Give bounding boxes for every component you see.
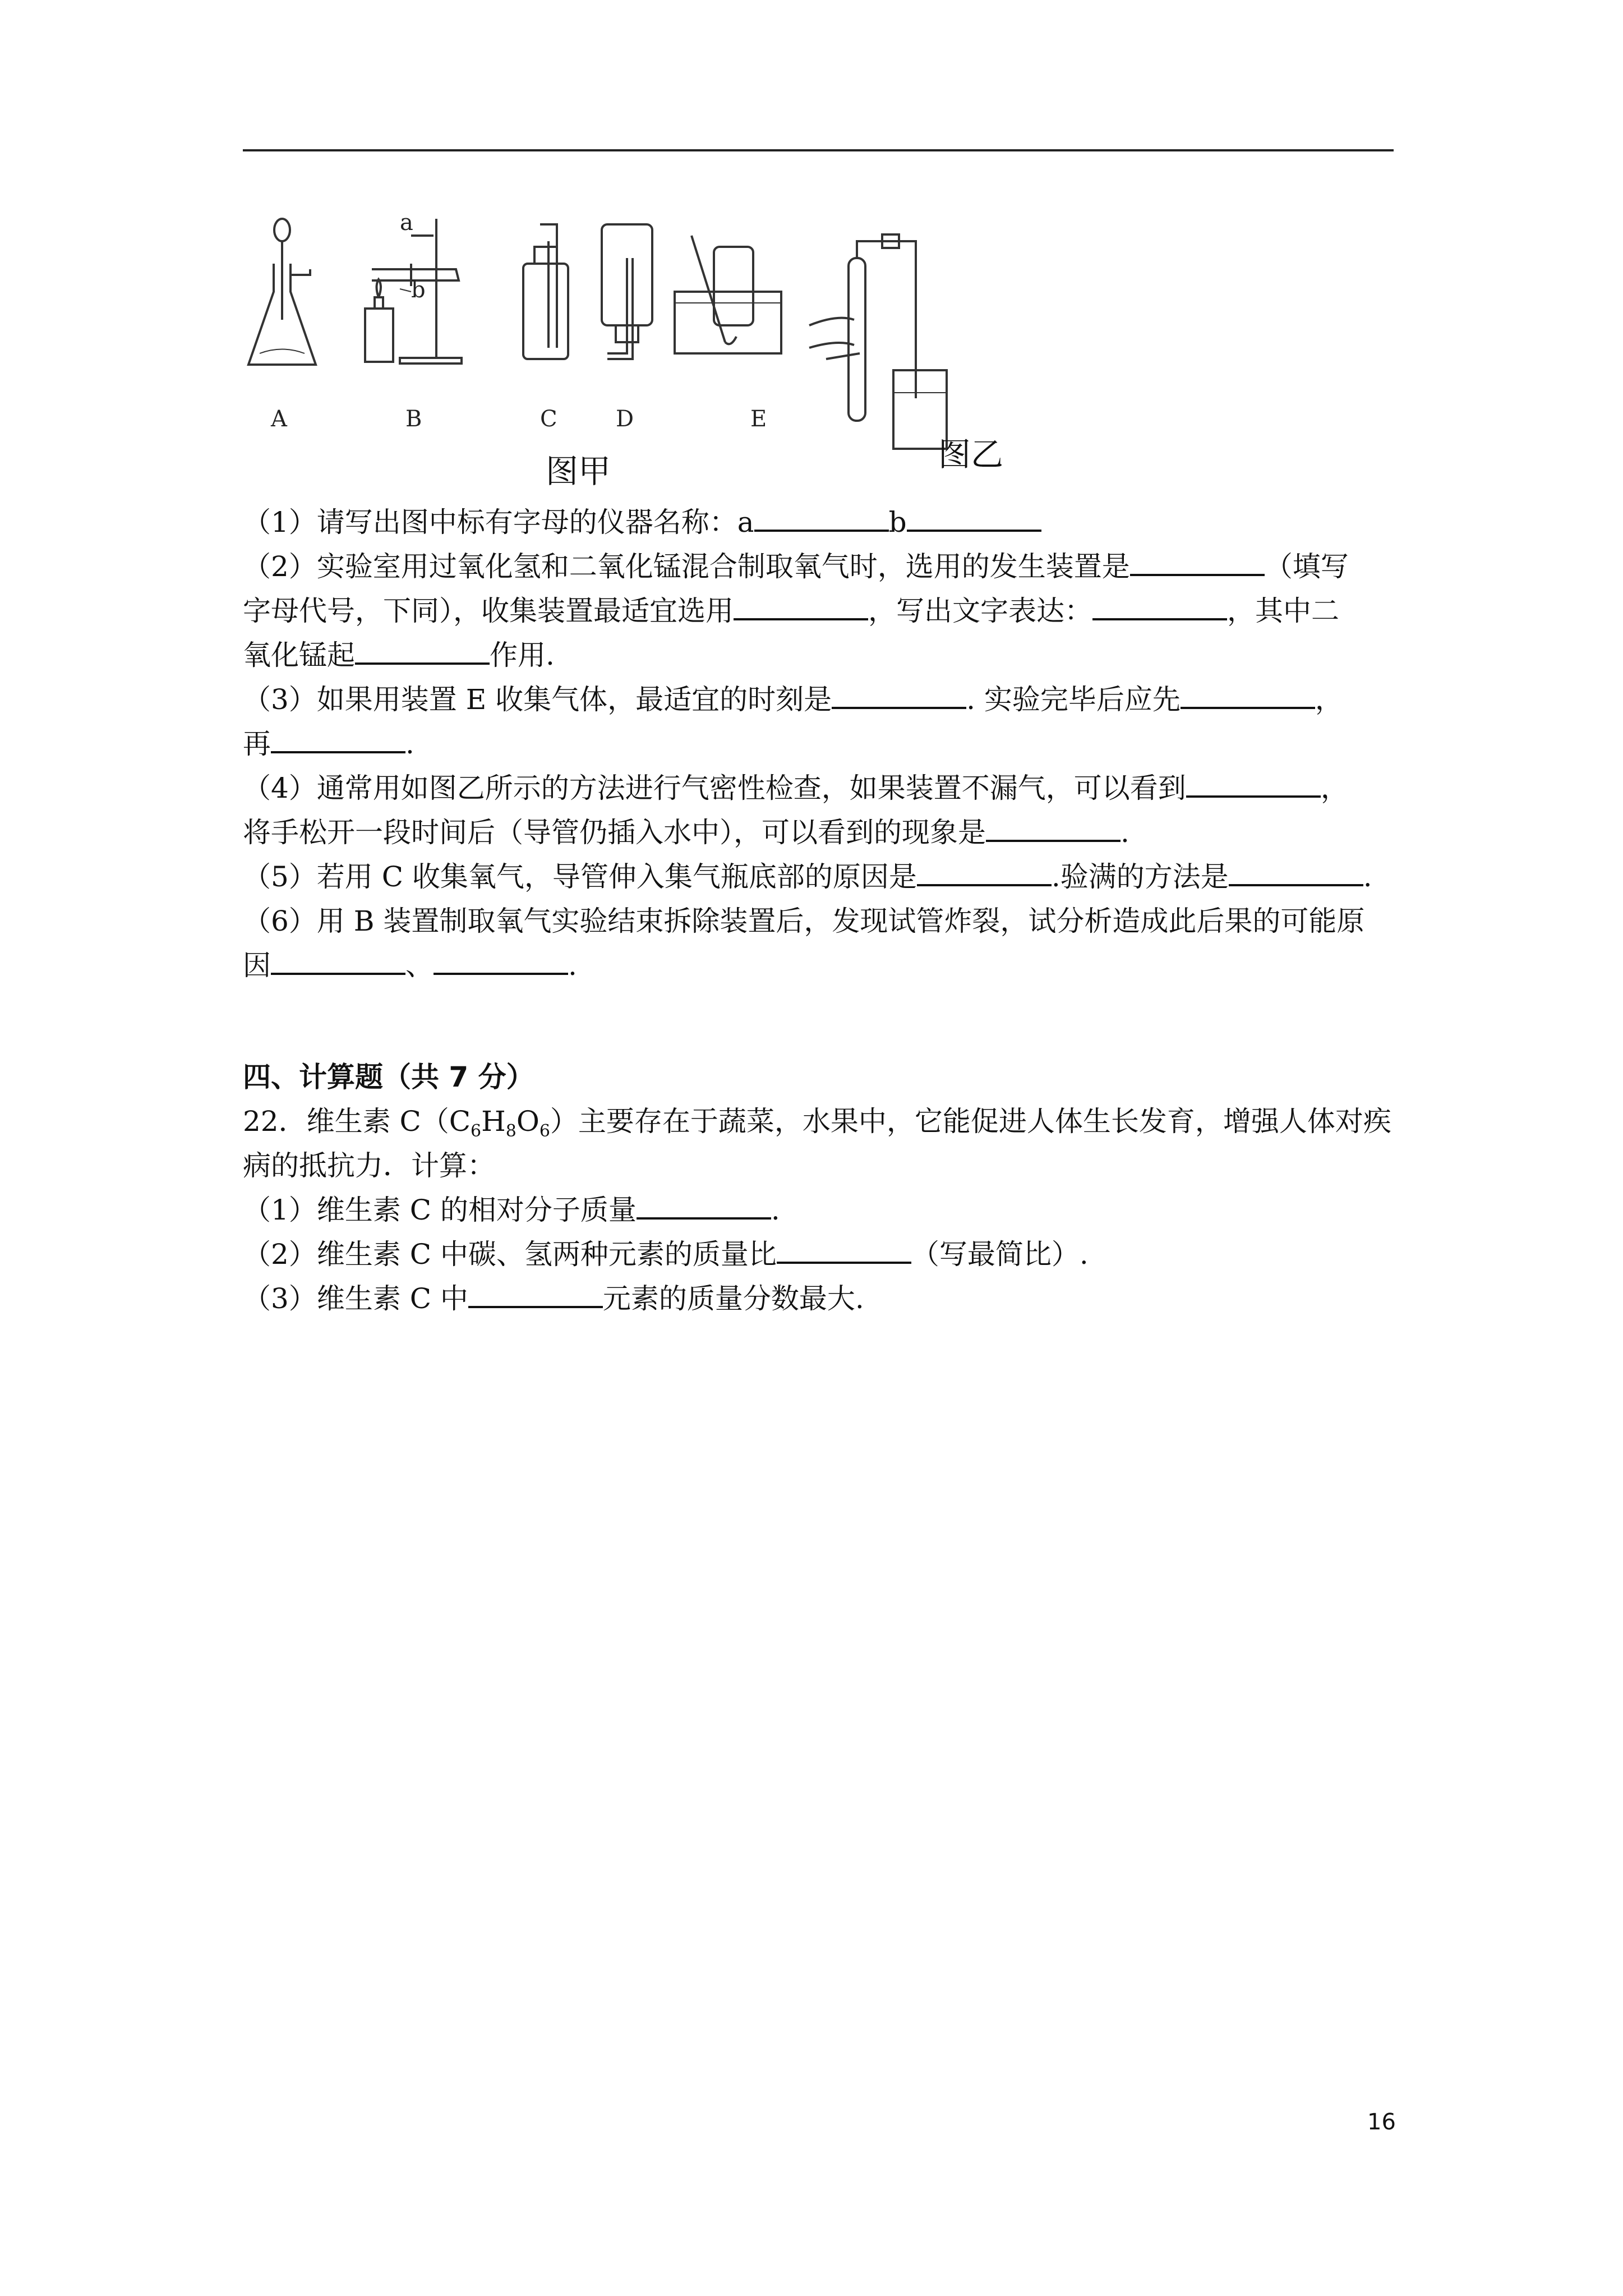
q22-sub1: （1）维生素 C 的相对分子质量 . xyxy=(243,1188,1394,1232)
apparatus-letter-a: A xyxy=(271,406,287,432)
caption-yi: 图乙 xyxy=(938,435,1004,473)
q3-blank-first[interactable] xyxy=(1181,678,1315,709)
q6-line1: （6）用 B 装置制取氧气实验结束拆除装置后，发现试管炸裂，试分析造成此后果的可能原 xyxy=(243,905,1365,937)
q3-line1: （3）如果用装置 E 收集气体，最适宜的时刻是 . 实验完毕后应先 ， xyxy=(243,678,1394,722)
apparatus-letter-d: D xyxy=(616,406,634,432)
q5-blank-method[interactable] xyxy=(1229,855,1363,886)
q22-sub3: （3）维生素 C 中 元素的质量分数最大. xyxy=(243,1277,1394,1321)
q4-blank-observe[interactable] xyxy=(1186,766,1321,798)
q5-line: （5）若用 C 收集氧气，导管伸入集气瓶底部的原因是 .验满的方法是 . xyxy=(243,855,1394,899)
question-21-parts xyxy=(243,500,1394,988)
q22-line1: 22．维生素 $C(C_6H_8O_6)$主要存在于蔬菜，水果中，它能促进人体生长发育，增强人体对疾 xyxy=(243,1105,1391,1141)
q1-line: （1）请写出图中标有字母的仪器名称：a b xyxy=(243,500,1394,545)
q4-blank-phenomenon[interactable] xyxy=(986,811,1121,842)
q4-line1: （4）通常用如图乙所示的方法进行气密性检查，如果装置不漏气，可以看到 ， xyxy=(243,766,1394,811)
q1-blank-a[interactable] xyxy=(754,500,889,532)
page-number: 16 xyxy=(1367,2109,1396,2135)
q3-blank-then[interactable] xyxy=(271,722,405,753)
apparatus-letter-c: C xyxy=(540,406,557,432)
q2-blank-role[interactable] xyxy=(355,633,490,665)
apparatus-letter-b: B xyxy=(405,406,422,432)
header-rule xyxy=(243,149,1394,151)
q22-line2: 病的抵抗力．计算： xyxy=(243,1149,495,1182)
section-4-title: 四、计算题（共 7 分） xyxy=(243,1061,534,1093)
q1-blank-b[interactable] xyxy=(907,500,1041,532)
apparatus-figure xyxy=(243,213,1140,505)
q2-line1: （2）实验室用过氧化氢和二氧化锰混合制取氧气时，选用的发生装置是 （填写 xyxy=(243,545,1394,589)
label-a-mark: a xyxy=(400,213,413,236)
apparatus-d xyxy=(602,224,652,359)
q4-line2: 将手松开一段时间后（导管仍插入水中），可以看到的现象是 . xyxy=(243,811,1394,855)
q2-line2: 字母代号，下同），收集装置最适宜选用 ，写出文字表达： ，其中二 xyxy=(243,589,1394,633)
question-22 xyxy=(243,1099,1394,1321)
q2-line3: 氧化锰起 作用. xyxy=(243,633,1394,678)
q22-blank-ratio[interactable] xyxy=(777,1232,911,1264)
q5-blank-reason[interactable] xyxy=(917,855,1052,886)
apparatus-drawing xyxy=(243,213,1140,505)
caption-jia: 图甲 xyxy=(546,452,611,490)
q6-blank-reason1[interactable] xyxy=(271,944,405,975)
q6-blank-reason2[interactable] xyxy=(434,944,568,975)
q3-line2: 再 . xyxy=(243,722,1394,766)
label-b-mark: b xyxy=(411,277,426,303)
apparatus-letter-e: E xyxy=(750,406,767,432)
q22-blank-element[interactable] xyxy=(468,1277,603,1308)
apparatus-e xyxy=(675,236,781,353)
q2-blank-collector[interactable] xyxy=(734,589,868,620)
q6-line2: 因 、 . xyxy=(243,944,1394,988)
apparatus-a xyxy=(248,219,316,365)
q2-blank-expression[interactable] xyxy=(1092,589,1227,620)
q3-blank-time[interactable] xyxy=(832,678,966,709)
airtightness-setup xyxy=(809,234,947,449)
q2-blank-generator[interactable] xyxy=(1130,545,1265,576)
q22-blank-mass[interactable] xyxy=(637,1188,771,1220)
q22-sub2: （2）维生素 C 中碳、氢两种元素的质量比 （写最简比）. xyxy=(243,1232,1394,1277)
apparatus-c xyxy=(523,224,568,359)
